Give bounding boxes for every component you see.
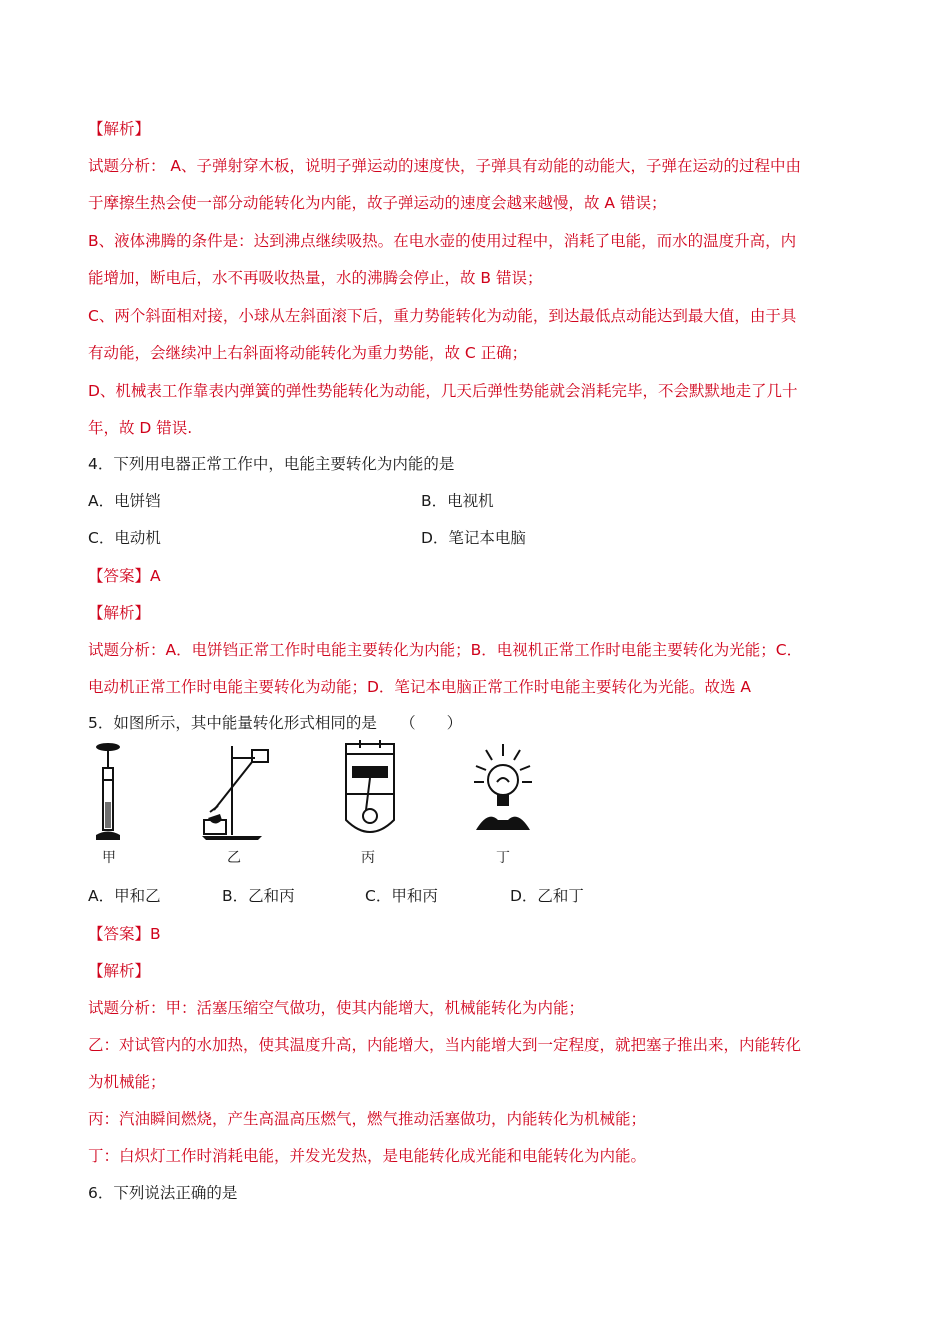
q5-option-c: C．甲和丙 (365, 887, 438, 905)
analysis-line: 试题分析： A、子弹射穿木板，说明子弹运动的速度快，子弹具有动能的动能大，子弹在运动的过程中由 (88, 157, 802, 175)
figure-bing (340, 740, 400, 866)
question-4: 4．下列用电器正常工作中，电能主要转化为内能的是 (88, 455, 455, 473)
q4-analysis-line: 电动机正常工作时电能主要转化为动能；D．笔记本电脑正常工作时电能主要转化为光能。故选 A (88, 678, 751, 696)
analysis-line: D、机械表工作靠表内弹簧的弹性势能转化为动能，几天后弹性势能就会消耗完毕，不会默默地走了几十 (88, 382, 798, 400)
q5-analysis-line: 丙：汽油瞬间燃烧，产生高温高压燃气，燃气推动活塞做功，内能转化为机械能； (88, 1110, 647, 1128)
q4-answer: 【答案】A (88, 567, 161, 585)
q5-analysis-heading: 【解析】 (88, 962, 151, 980)
test-tube-heating-icon (200, 740, 275, 845)
q4-option-a: A．电饼铛 (88, 492, 161, 510)
question-5: 5．如图所示，其中能量转化形式相同的是 （ ） (88, 714, 463, 732)
q5-analysis-line: 丁：白炽灯工作时消耗电能，并发光发热，是电能转化成光能和电能转化为内能。 (88, 1147, 647, 1165)
q5-option-a: A．甲和乙 (88, 887, 161, 905)
q5-option-d: D．乙和丁 (510, 887, 584, 905)
analysis-line: B、液体沸腾的条件是：达到沸点继续吸热。在电水壶的使用过程中，消耗了电能，而水的温度升高，内 (88, 232, 797, 250)
piston-cylinder-icon (90, 740, 130, 845)
q5-analysis-line: 试题分析：甲：活塞压缩空气做功，使其内能增大，机械能转化为内能； (88, 999, 585, 1017)
analysis-line: 年，故 D 错误. (88, 419, 193, 437)
q4-option-d: D．笔记本电脑 (421, 529, 526, 547)
q5-analysis-line: 为机械能； (88, 1073, 166, 1091)
analysis-line: 能增加，断电后，水不再吸收热量，水的沸腾会停止，故 B 错误； (88, 269, 543, 287)
analysis-line: C、两个斜面相对接，小球从左斜面滚下后，重力势能转化为动能，到达最低点动能达到最大值，由于具 (88, 307, 797, 325)
q5-answer: 【答案】B (88, 925, 161, 943)
q4-option-b: B．电视机 (421, 492, 494, 510)
analysis-line: 于摩擦生热会使一部分动能转化为内能，故子弹运动的速度会越来越慢，故 A 错误； (88, 194, 667, 212)
figure-yi (200, 740, 275, 866)
q4-analysis-line: 试题分析：A．电饼铛正常工作时电能主要转化为内能；B．电视机正常工作时电能主要转化为光能；C． (88, 641, 803, 659)
q4-option-c: C．电动机 (88, 529, 161, 547)
analysis-line: 有动能，会继续冲上右斜面将动能转化为重力势能，故 C 正确； (88, 344, 528, 362)
figure-label-ding: 丁 (496, 850, 510, 866)
figure-label-jia: 甲 (102, 850, 116, 866)
q5-analysis-line: 乙：对试管内的水加热，使其温度升高，内能增大，当内能增大到一定程度，就把塞子推出来，内能转化 (88, 1036, 802, 1054)
figure-ding (468, 740, 538, 866)
q4-analysis-heading: 【解析】 (88, 604, 151, 622)
analysis-heading: 【解析】 (88, 120, 151, 138)
figure-label-bing: 丙 (361, 850, 375, 866)
figure-label-yi: 乙 (227, 850, 241, 866)
q5-option-b: B．乙和丙 (222, 887, 295, 905)
engine-cylinder-icon (340, 740, 400, 845)
figure-jia (90, 740, 130, 866)
question-6: 6．下列说法正确的是 (88, 1184, 238, 1202)
light-bulb-icon (468, 740, 538, 845)
